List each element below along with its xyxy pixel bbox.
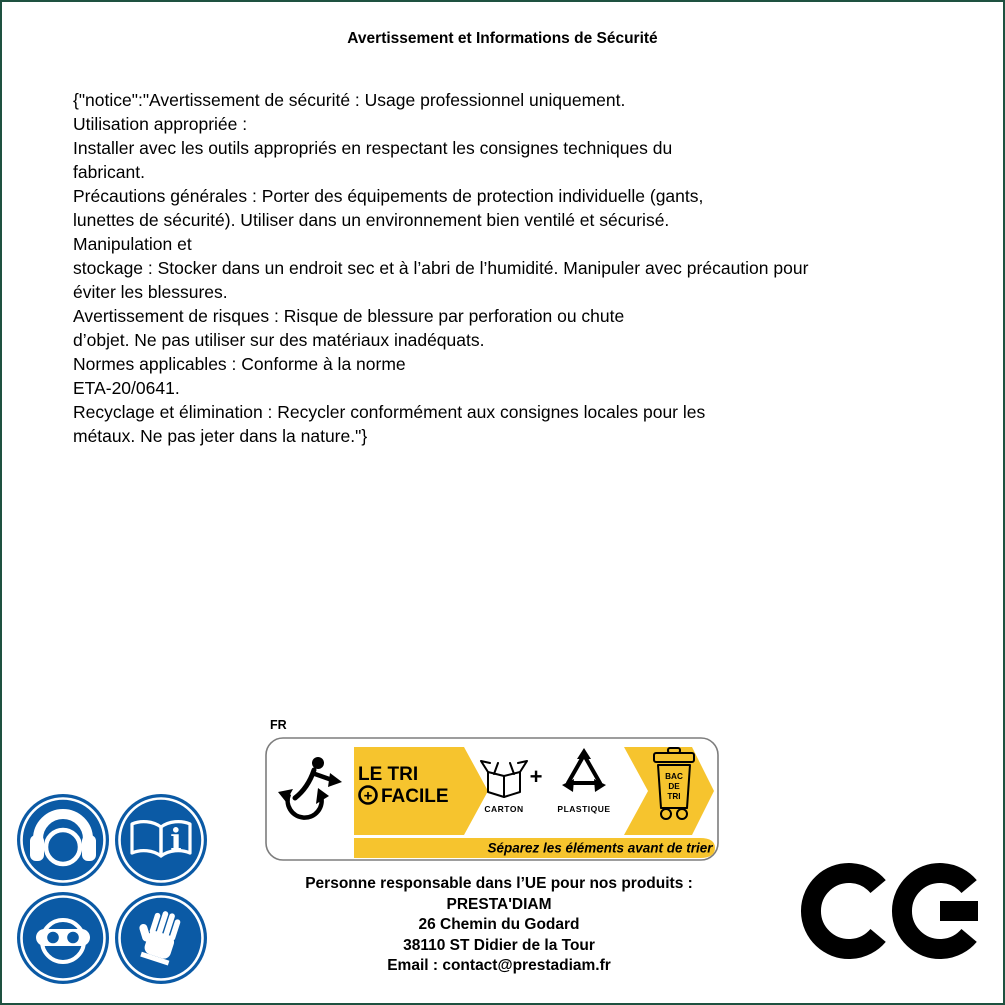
triman-text-facile: FACILE — [381, 786, 449, 807]
notice-line: {"notice":"Avertissement de sécurité : Usage professionnel uniquement. — [73, 90, 626, 110]
triman-country-label: FR — [270, 718, 287, 732]
mandatory-safety-icons — [14, 791, 212, 989]
hearing-protection-icon — [16, 793, 110, 887]
notice-line: lunettes de sécurité). Utiliser dans un environnement bien ventilé et sécurisé. — [73, 210, 670, 230]
address-line-2: 38110 ST Didier de la Tour — [403, 936, 595, 954]
notice-line: stockage : Stocker dans un endroit sec et à l’abri de l’humidité. Manipuler avec précaution pour — [73, 258, 809, 278]
responsible-heading: Personne responsable dans l’UE pour nos produits : — [305, 875, 693, 892]
email-line: Email : contact@prestadiam.fr — [387, 957, 611, 974]
ce-mark — [800, 852, 990, 966]
page-title: Avertissement et Informations de Sécurité — [347, 30, 658, 47]
notice-text — [73, 88, 808, 448]
notice-line: ETA-20/0641. — [73, 378, 180, 398]
notice-line: Recyclage et élimination : Recycler conformément aux consignes locales pour les — [73, 402, 706, 422]
notice-line: d’objet. Ne pas utiliser sur des matériaux inadéquats. — [73, 330, 485, 350]
notice-line: Précautions générales : Porter des équipements de protection individuelle (gants, — [73, 186, 704, 206]
notice-line: Manipulation et — [73, 234, 192, 254]
notice-line: fabricant. — [73, 162, 145, 182]
triman-recycling-block — [262, 717, 724, 867]
triman-tagline: Séparez les éléments avant de trier — [487, 840, 713, 856]
address-line-1: 26 Chemin du Godard — [418, 916, 580, 933]
notice-line: Utilisation appropriée : — [73, 114, 248, 134]
read-manual-icon — [114, 793, 208, 887]
svg-text:i: i — [170, 823, 182, 858]
responsible-person-block — [249, 874, 749, 977]
notice-line: Avertissement de risques : Risque de blessure par perforation ou chute — [73, 306, 625, 326]
bin-text-de: DE — [668, 782, 680, 791]
plastique-label: PLASTIQUE — [557, 804, 611, 814]
carton-label: CARTON — [484, 804, 524, 814]
notice-line: éviter les blessures. — [73, 282, 228, 302]
triman-white-chevron — [464, 747, 648, 835]
plus-between-icons: + — [529, 764, 543, 789]
bin-text-bac: BAC — [665, 772, 683, 781]
bin-text-tri: TRI — [667, 792, 681, 801]
eye-protection-icon — [16, 891, 110, 985]
triman-text-le-tri: LE TRI — [358, 764, 419, 785]
protective-gloves-icon — [114, 891, 208, 985]
plus-circle-sign: + — [363, 787, 373, 805]
company-name: PRESTA'DIAM — [446, 895, 552, 913]
triman-info-tri-graphic — [262, 736, 724, 864]
notice-line: Installer avec les outils appropriés en respectant les consignes techniques du — [73, 138, 673, 158]
notice-line: Normes applicables : Conforme à la norme — [73, 354, 406, 374]
notice-line: métaux. Ne pas jeter dans la nature."} — [73, 426, 368, 446]
